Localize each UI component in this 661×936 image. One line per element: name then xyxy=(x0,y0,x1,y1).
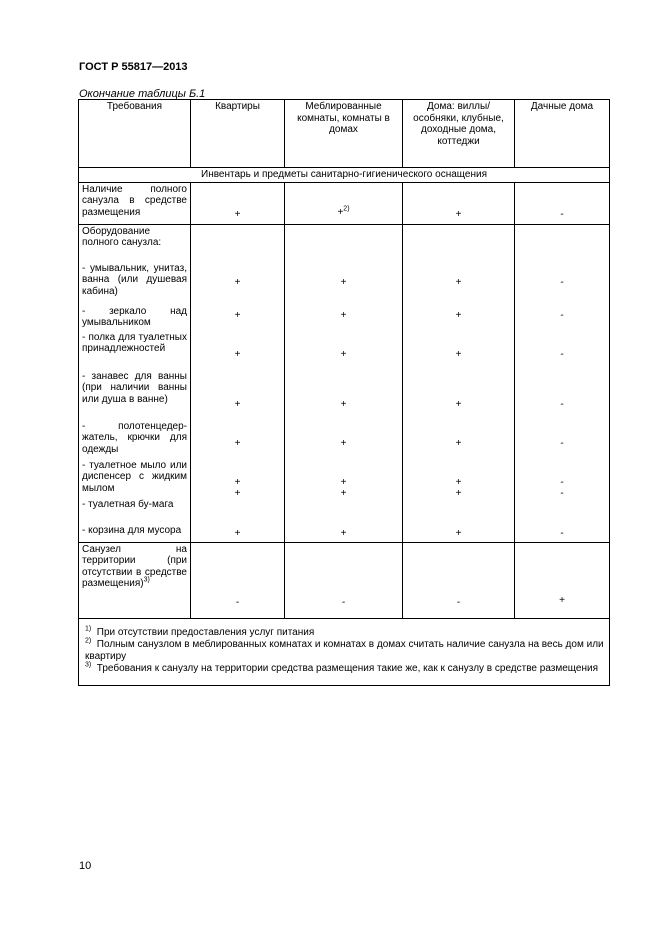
footnotes xyxy=(79,618,610,685)
table-caption: Окончание таблицы Б.1 xyxy=(79,88,206,100)
cell-value: + xyxy=(455,487,462,499)
requirement-label: - полка для туалетных принадлежностей xyxy=(82,331,187,354)
footnote: $^{2)}$ Полным санузлом в меблированных комнатах и комнатах в домах считать наличие санузла на весь дом или квартиру xyxy=(85,637,604,662)
table-row xyxy=(79,182,610,224)
cell-value: + xyxy=(234,348,241,360)
cell-value: - xyxy=(560,437,564,449)
cell-value: + xyxy=(234,309,241,321)
cell-value: - xyxy=(560,208,564,220)
header-furnished-rooms: Меблированные комнаты, комнаты в домах xyxy=(285,100,403,168)
page-number: 10 xyxy=(79,860,92,872)
cell-value: - xyxy=(560,487,564,499)
requirement-label: - умывальник, унитаз, ванна (или душевая кабина) xyxy=(82,262,187,297)
cell-value: + xyxy=(455,476,462,488)
cell-value: +$^{2)}$ xyxy=(337,205,350,218)
cell-value: + xyxy=(340,309,347,321)
requirement-label: Санузел на территории (при отсутствии в средстве размещения)$^{3)}$ xyxy=(79,542,191,618)
header-requirements: Требования xyxy=(79,100,191,168)
requirement-label: - занавес для ванны (при наличии ванны или душа в ванне) xyxy=(82,370,187,405)
requirement-label: - полотенцедер-жатель, крючки для одежды xyxy=(82,420,187,455)
footnote: $^{1)}$ При отсутствии предоставления услуг питания xyxy=(85,625,315,638)
cell-value: + xyxy=(340,348,347,360)
cell-value: + xyxy=(234,437,241,449)
footnote: $^{3)}$ Требования к санузлу на территории средства размещения такие же, как к санузлу в средстве размещения xyxy=(85,661,598,674)
requirement-label: Оборудование полного санузла: xyxy=(82,225,162,248)
cell-value: - xyxy=(456,596,461,608)
requirement-label: - зеркало над умывальником xyxy=(82,305,187,328)
cell-value: - xyxy=(341,596,346,608)
cell-value: + xyxy=(340,476,347,488)
cell-value: + xyxy=(455,398,462,410)
cell-value: + xyxy=(340,437,347,449)
cell-value: - xyxy=(560,527,564,539)
section-row xyxy=(79,168,610,183)
cell-value: + xyxy=(340,527,347,539)
requirement-label: Наличие полного санузла в средстве размещения xyxy=(79,182,191,224)
table-row xyxy=(79,224,610,542)
cell-value: + xyxy=(340,276,347,288)
cell-value: + xyxy=(234,208,241,220)
cell-value: + xyxy=(234,398,241,410)
footnote-ref: 3) xyxy=(143,576,150,584)
cell-value: + xyxy=(340,487,347,499)
section-title: Инвентарь и предметы санитарно-гигиенического оснащения xyxy=(79,168,610,183)
cell-value: + xyxy=(455,208,462,220)
cell-value: - xyxy=(560,398,564,410)
cell-value: + xyxy=(340,398,347,410)
header-row xyxy=(79,100,610,168)
cell-value: + xyxy=(234,527,241,539)
requirement-label: - туалетная бу-мага xyxy=(82,498,174,510)
cell-value: + xyxy=(455,437,462,449)
cell-value: + xyxy=(455,527,462,539)
cell-value: + xyxy=(559,594,565,606)
cell-value: + xyxy=(234,476,241,488)
header-houses: Дома: виллы/особняки, клубные, доходные дома, коттеджи xyxy=(403,100,515,168)
cell-value: - xyxy=(560,348,564,360)
footnote-ref: 2) xyxy=(343,205,350,213)
header-apartments: Квартиры xyxy=(191,100,285,168)
requirements-table xyxy=(78,99,610,686)
cell-value: - xyxy=(560,476,564,488)
requirement-label: - туалетное мыло или диспенсер с жидким мылом xyxy=(82,459,187,494)
cell-value: - xyxy=(560,276,564,288)
requirement-label: - корзина для мусора xyxy=(82,524,182,536)
table-row xyxy=(79,542,610,618)
header-country-houses: Дачные дома xyxy=(515,100,610,168)
cell-value: + xyxy=(455,276,462,288)
cell-value: + xyxy=(234,487,241,499)
cell-value: + xyxy=(234,276,241,288)
cell-value: + xyxy=(455,309,462,321)
standard-number: ГОСТ Р 55817—2013 xyxy=(79,61,188,73)
notes-row xyxy=(79,618,610,685)
cell-value: + xyxy=(455,348,462,360)
cell-value: - xyxy=(235,596,240,608)
cell-value: - xyxy=(560,309,564,321)
